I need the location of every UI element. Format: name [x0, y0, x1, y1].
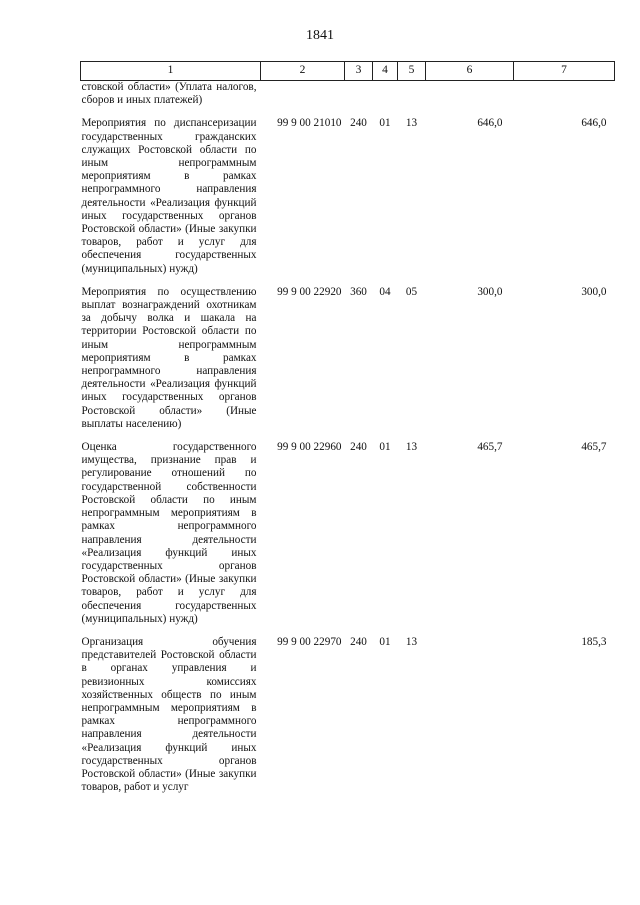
header-col-3: 3 [345, 62, 373, 81]
table-row [81, 626, 615, 794]
row-amount-6 [426, 81, 514, 108]
row-code [261, 81, 345, 108]
header-col-2: 2 [261, 62, 345, 81]
row-col-5: 13 [405, 441, 418, 454]
row-amount-6: 646,0 [477, 117, 503, 130]
row-description: Оценка государственного имущества, признание прав и регулирование отношений по государственной собственности Ростовской области по иным непрограммным мероприятиям в рамках непрограммного направления деятельности «Реализация функций иных государственных органов Ростовской области» (Иные закупки товаров, работ и услуг для обеспечения государственных (муниципальных) нужд) [81, 441, 257, 625]
table-row [81, 107, 615, 275]
header-col-6: 6 [426, 62, 514, 81]
row-col-3: 240 [350, 441, 367, 454]
row-col-3: 240 [350, 117, 367, 130]
row-col-3 [345, 81, 373, 108]
row-col-3: 240 [350, 635, 367, 648]
page-number: 1841 [306, 28, 334, 43]
row-col-5: 13 [405, 635, 418, 648]
row-col-5: 05 [405, 285, 418, 298]
row-amount-7: 465,7 [581, 441, 607, 454]
row-amount-7 [514, 81, 615, 108]
row-amount-6 [426, 626, 514, 794]
row-amount-7: 185,3 [581, 635, 607, 648]
row-code: 99 9 00 22970 [277, 635, 342, 648]
row-col-4: 01 [379, 635, 391, 648]
row-col-5: 13 [405, 117, 418, 130]
row-col-4: 04 [379, 285, 391, 298]
budget-table [80, 61, 615, 794]
row-amount-6: 300,0 [477, 285, 503, 298]
row-description: Организация обучения представителей Ростовской области в органах управления и ревизионных комиссиях хозяйственных обществ по иным непрограммным мероприятиям в рамках непрограммного направления деятельности «Реализация функций иных государственных органов Ростовской области» (Иные закупки товаров, работ и услуг [81, 635, 257, 794]
row-amount-7: 646,0 [581, 117, 607, 130]
header-col-7: 7 [514, 62, 615, 81]
table-header [81, 62, 615, 81]
table-row [81, 81, 615, 108]
row-col-4: 01 [379, 117, 391, 130]
row-code: 99 9 00 22960 [277, 441, 342, 454]
row-col-4: 01 [379, 441, 391, 454]
row-description: Мероприятия по осуществлению выплат вознаграждений охотникам за добычу волка и шакала на территории Ростовской области по иным непрограммным мероприятиям в рамках непрограммного направления деятельности «Реализация функций иных государственных органов Ростовской области» (Иные выплаты населению) [81, 285, 257, 430]
table-row [81, 431, 615, 626]
header-col-5: 5 [398, 62, 426, 81]
row-col-4 [373, 81, 398, 108]
row-amount-6: 465,7 [477, 441, 503, 454]
header-col-1: 1 [81, 62, 261, 81]
table-row [81, 276, 615, 431]
row-code: 99 9 00 21010 [277, 117, 342, 130]
row-col-5 [398, 81, 426, 108]
header-col-4: 4 [373, 62, 398, 81]
row-description: стовской области» (Уплата налогов, сборов и иных платежей) [81, 81, 257, 107]
row-description: Мероприятия по диспансеризации государственных гражданских служащих Ростовской области по иным непрограммным мероприятиям в рамках непрограммного направления деятельности «Реализация функций иных государственных органов Ростовской области» (Иные закупки товаров, работ и услуг для обеспечения государственных (муниципальных) нужд) [81, 117, 257, 275]
row-amount-7: 300,0 [581, 285, 607, 298]
row-col-3: 360 [350, 285, 367, 298]
row-code: 99 9 00 22920 [277, 285, 342, 298]
